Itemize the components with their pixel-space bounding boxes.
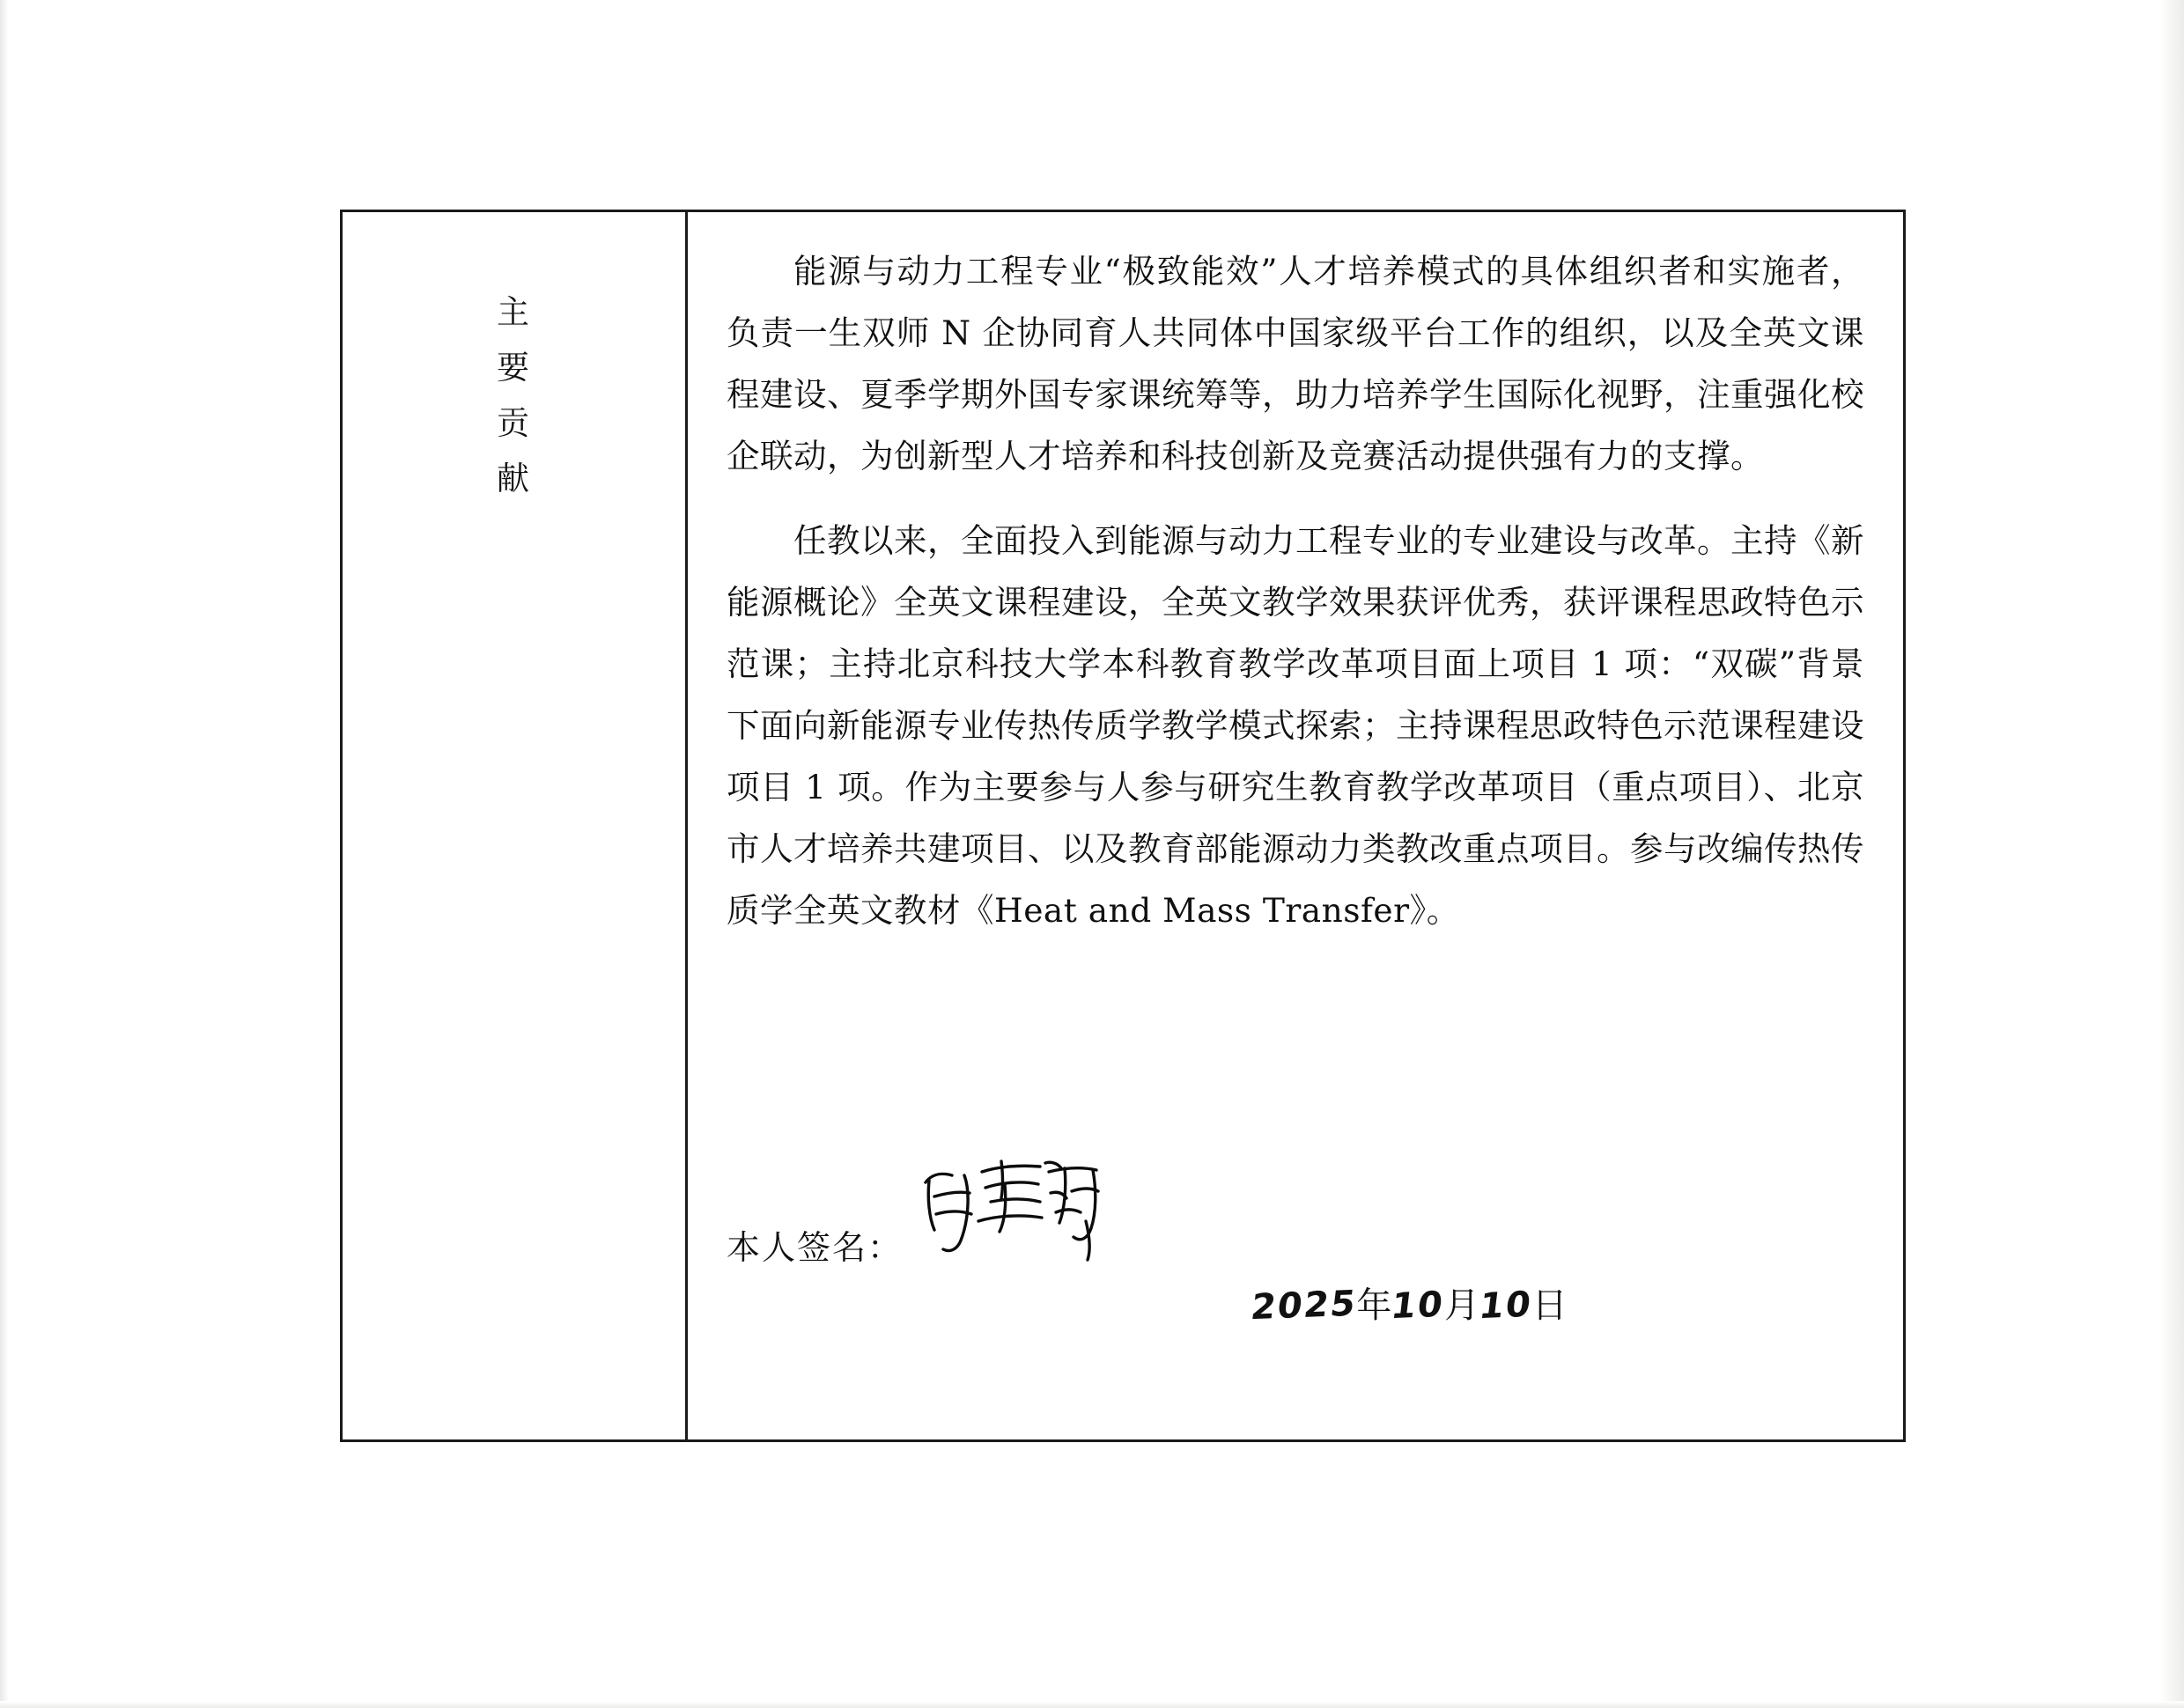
signature-label: 本人签名：	[727, 1228, 904, 1267]
date-year-unit: 年	[1356, 1285, 1392, 1326]
table-row-label-cell	[343, 212, 688, 1439]
contribution-table	[340, 210, 1906, 1442]
row-label-char-1: 主	[497, 293, 531, 331]
table-content-cell	[688, 212, 1903, 1439]
date-year-value: 2025	[1248, 1283, 1360, 1329]
signature-date	[1248, 1277, 1568, 1329]
contribution-paragraph-1: 能源与动力工程专业“极致能效”人才培养模式的具体组织者和实施者，负责一生双师 N 企协同育人共同体中国家级平台工作的组织，以及全英文课程建设、夏季学期外国专家课统筹等，助力培养学生国际化视野，注重强化校企联动，为创新型人才培养和科技创新及竞赛活动提供强有力的支撑。	[727, 252, 1864, 475]
handwritten-signature	[917, 1172, 1146, 1269]
scan-edge-left	[0, 0, 9, 1708]
row-label-char-3: 贡	[497, 404, 531, 442]
date-month-unit: 月	[1444, 1285, 1479, 1326]
row-label-char-2: 要	[497, 349, 531, 387]
date-day-unit: 日	[1531, 1285, 1568, 1326]
date-day-value: 10	[1477, 1284, 1535, 1328]
scan-edge-bottom	[0, 1701, 2184, 1708]
row-label-char-4: 献	[497, 460, 531, 497]
row-label-vertical	[343, 284, 685, 506]
contribution-paragraph-2: 任教以来，全面投入到能源与动力工程专业的专业建设与改革。主持《新能源概论》全英文课程建设，全英文教学效果获评优秀，获评课程思政特色示范课；主持北京科技大学本科教育教学改革项目面上项目 1 项：“双碳”背景下面向新能源专业传热传质学教学模式探索；主持课程思政特色示范课程建设项目 1 项。作为主要参与人参与研究生教育教学改革项目（重点项目）、北京市人才培养共建项目、以及教育部能源动力类教改重点项目。参与改编传热传质学全英文教材《Heat and Mass Transfer》。	[727, 521, 1864, 930]
date-month-value: 10	[1389, 1284, 1447, 1328]
scan-edge-right	[2161, 0, 2184, 1708]
signature-row	[727, 1172, 1146, 1269]
